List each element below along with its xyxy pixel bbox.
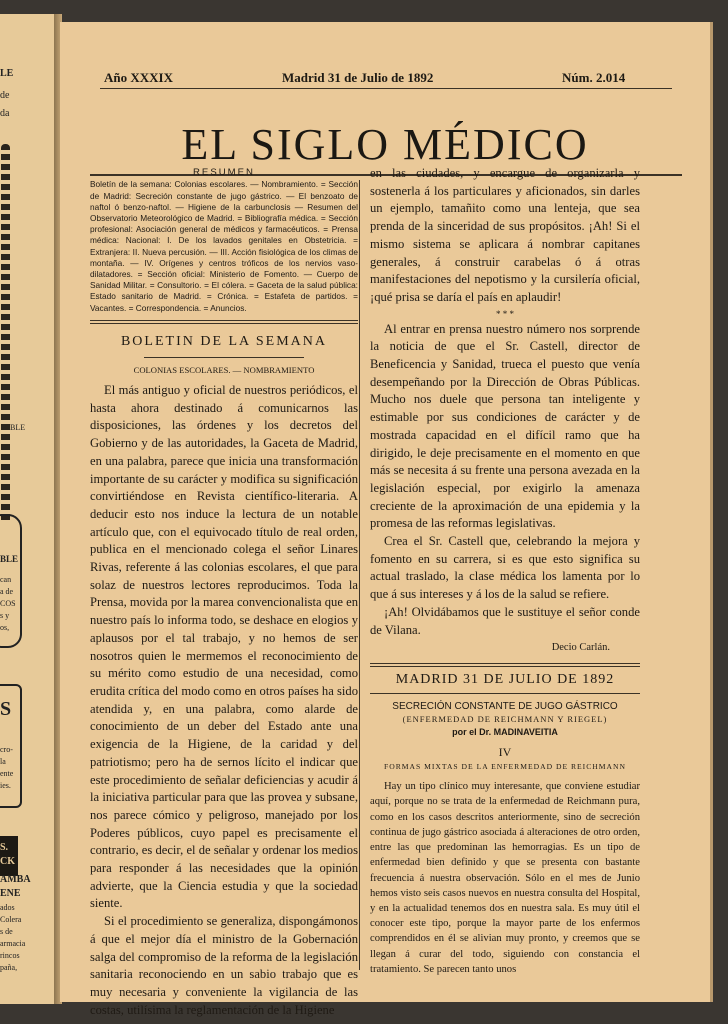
header-rule: [100, 88, 672, 89]
left-fragment: armacia: [0, 939, 26, 948]
article-subtitle: (ENFERMEDAD DE REICHMANN Y RIEGEL): [402, 713, 608, 724]
left-fragment: la: [0, 757, 6, 766]
masthead-title: EL SIGLO MÉDICO: [181, 120, 589, 169]
section-rule: [90, 320, 358, 324]
left-fragment: rincos: [0, 951, 20, 960]
left-fragment: CK: [0, 856, 15, 867]
left-fragment: ente: [0, 769, 14, 778]
resumen-text: Boletín de la semana: Colonias escolares. — Nombramiento. = Sección de Madrid: Secreción constante de jugo gástrico. — El benzoato de naftol ó benzo-naftol. — Higiene de la carbunclosis — Resumen del Observatorio Meteorológico de Madrid. = Bibliografía médica. = Sección profesional: Asociación general de médicos y farmacéuticos. = Prensa médica: Nacional: I. De los lavados genitales en Obstetricia. = Extranjera: II. Nueva percusión. — III. Acción fisiológica de los climas de montaña. — IV. Orígenes y centros tróficos de los nervios vaso-dilatadores. = Sección oficial: Ministerio de Fomento. — Cuerpo de Sanidad Militar. = Consultorio. = El cólera. = Gaceta de la salud pública: Estado sanitario de Madrid. = Crónica. = Estafeta de partidos. = Vacantes. = Correspondencia. = Anuncios.: [90, 179, 358, 313]
left-fragment: Colera: [0, 915, 22, 924]
year-label: Año XXXIX: [104, 70, 173, 85]
section-rule: [370, 663, 640, 667]
left-fragment: BLE: [0, 554, 19, 564]
left-fragment: cro-: [0, 745, 13, 754]
left-page-edge: [0, 14, 56, 1004]
resumen-heading: RESUMEN: [193, 167, 255, 178]
left-fragment: s de: [0, 927, 13, 936]
date-label: Madrid 31 de Julio de 1892: [282, 70, 434, 85]
boletin-paragraph: Al entrar en prensa nuestro número nos sorprende la noticia de que el Sr. Castell, director de Beneficencia y Sanidad, trueca el puesto que venía desempeñando por la Dirección de Obras Públicas. Mucho nos duele que persona tan inteligente y estimable por sus condiciones de carácter y de mostrada capacidad en el difícil ramo que ha dirigido, le deje precisamente en el momento en que más se necesita á su frente una persona avezada en la legislación especial, por exigirlo la amenaza creciente de la aproximación de una epidemia y la promesa de las reformas legislativas.: [370, 321, 640, 531]
decorative-border: [1, 144, 10, 524]
title-rule: [370, 693, 640, 694]
right-column: [370, 165, 640, 977]
left-fragment: BLE: [10, 423, 26, 432]
article-title: SECRECIÓN CONSTANTE DE JUGO GÁSTRICO: [392, 700, 618, 712]
left-fragment: ENE: [0, 888, 21, 899]
boletin-paragraph: ¡Ah! Olvidábamos que le sustituye el señor conde de Vilana.: [370, 604, 640, 637]
left-fragment: AMBA: [0, 874, 31, 885]
left-fragment: can: [0, 575, 12, 584]
boletin-paragraph: en las ciudades, y encargue de organizarla y sostenerla á los particulares y aficionados, sin darles un ejemplo, tamañito como una lenteja, que sea prenda de la sinceridad de sus propósitos. ¡Ah! Si el mismo sistema se aplicara á nombrar capitanes generales, á construir carabelas ó á otras manifestaciones del nepotismo y la cursilería oficial, ¡qué prisa se daría el país en aplaudir!: [370, 166, 640, 304]
left-fragment: os,: [0, 623, 10, 632]
boletin-paragraph: El más antiguo y oficial de nuestros periódicos, el hasta ahora destinado á comunicarnos las disposiciones, las órdenes y los decretos del Gobierno y de las autoridades, la Gaceta de Madrid, en una palabra, parece que inicia una transformación importante de su carácter y modifica su significación convirtiéndose en Revista científico-literaria. A deducir esto nos induce la lectura de un notable artículo que, con el equivocado título de real orden, publica en el mencionado colega el señor Linares Rivas, referente á las colonias escolares, el que para solaz de nuestros lectores reproducimos. Toda la Prensa, movida por la marea convencionalista que en nuestro país lo informa todo, se deshace en elogios y aplausos por el tal trabajo, y no hemos de ser nosotros quien le mermemos el reconocimiento de su mérito como estudio de una necesidad, como erudita crítica del modo como en otros países ha sido atendida y, en una palabra, como alarde de conocimiento de un deber del Estado ante una exigencia de la Higiene, de la caridad y del patriotismo; pero ha de sernos lícito el indicar que este procedimiento de señalar deficiencias y acudir á la iniciativa particular para que las provea y subsane, nos parece cómico y peligroso, manejado por los Poderes públicos, cuyo papel es precisamente el contrario, es decir, el de señalar y ordenar los medios para responder á las necesidades que la opinión advierte, que la Ciencia estudia y que la sociedad siente.: [90, 383, 358, 911]
left-fragment: de: [0, 90, 10, 101]
column-divider: [359, 180, 360, 970]
boletin-title: BOLETIN DE LA SEMANA: [120, 333, 328, 349]
left-fragment: a de: [0, 587, 14, 596]
title-rule: [144, 357, 305, 358]
left-fragment: COS: [0, 599, 16, 608]
left-fragment: ados: [0, 903, 15, 912]
left-fragment: ies.: [0, 781, 11, 790]
issue-number: Núm. 2.014: [562, 70, 626, 85]
left-fragment: paña,: [0, 963, 18, 972]
left-fragment: LE: [0, 68, 14, 79]
boletin-paragraph: Si el procedimiento se generaliza, dispongámonos á que el mejor día el ministro de la Gobernación salga del compromiso de la reforma de la legislación sanitaria reconociendo en un sabio trabajo que es muy necesaria y conveniente la vigilancia de las costas, utilísima la reglamentación de la Higiene: [90, 914, 358, 1017]
signature: Decio Carlán.: [551, 642, 610, 654]
article-author: por el Dr. MADINAVEITIA: [452, 726, 558, 737]
article-paragraph: Hay un tipo clínico muy interesante, que conviene estudiar aquí, porque no se trata de la enfermedad de Reichmann pura, como en los casos descritos anteriormente, sino de secreción continua de jugo gástrico asociada á alteraciones de otro orden, entre las que predominan las hemorragias. Es un tipo de enfermedad bien definido y que se presenta con bastante frecuencia á nuestra observación. Sólo en el mes de Junio hemos visto seis casos nuevos en nuestra consulta del Hospital, y en la actualidad tenemos dos en nuestra sala. Es muy útil el conocer este tipo, porque la mayor parte de los enfermos comprendidos en él se alivian muy pronto, y creemos que se llegan á curar del todo, siguiendo con constancia el tratamiento. Se parecen tanto unos: [370, 781, 640, 975]
left-fragment: da: [0, 108, 10, 119]
left-fragment: s y: [0, 611, 10, 620]
boletin-paragraph: Crea el Sr. Castell que, celebrando la mejora y fomento en su carrera, si es que esto significa su actual traslado, la clase médica los lamenta por lo que á sus intereses y á los de la salud se refiere.: [370, 534, 640, 602]
boletin-subtitle: COLONIAS ESCOLARES. — NOMBRAMIENTO: [133, 364, 315, 375]
left-fragment: S: [0, 698, 12, 720]
left-fragment: S.: [0, 842, 9, 853]
madrid-title: MADRID 31 DE JULIO DE 1892: [395, 671, 615, 687]
section-number: IV: [498, 744, 512, 759]
left-column: [90, 167, 358, 1019]
section-subtitle: FORMAS MIXTAS DE LA ENFERMEDAD DE REICHMANN: [384, 761, 626, 771]
separator-stars: * * *: [496, 308, 514, 319]
newspaper-page: [60, 22, 713, 1017]
